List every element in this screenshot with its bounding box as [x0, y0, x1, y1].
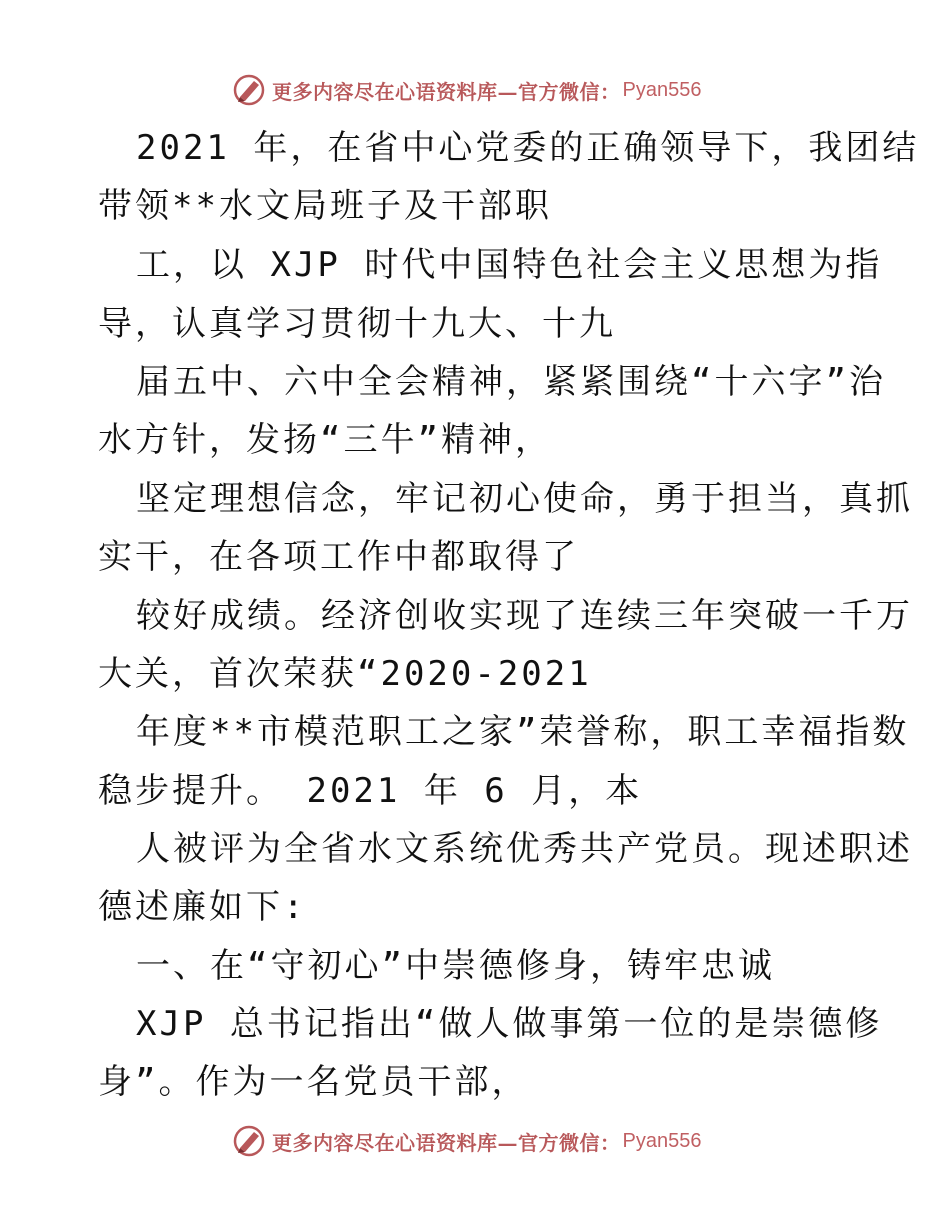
text-line: 大关，首次荣获“2020-2021	[98, 654, 592, 694]
text-line: 人被评为全省水文系统优秀共产党员。现述职述	[136, 829, 913, 869]
text-line: 德述廉如下:	[98, 887, 307, 927]
text-line: 坚定理想信念，牢记初心使命，勇于担当，真抓	[136, 479, 913, 519]
header-banner-id: Pyan556	[622, 78, 702, 101]
text-line: 身”。作为一名党员干部，	[98, 1062, 529, 1102]
footer-banner-id: Pyan556	[622, 1129, 702, 1152]
text-line: 2021 年，在省中心党委的正确领导下，我团结	[136, 128, 920, 168]
text-line: 稳步提升。 2021 年 6 月，本	[98, 771, 643, 811]
text-line: 导，认真学习贯彻十九大、十九	[98, 304, 616, 344]
footer-banner-text: 更多内容尽在心语资料库—官方微信：	[272, 1130, 621, 1155]
text-line: 带领**水文局班子及干部职	[98, 186, 552, 226]
text-line: 实干，在各项工作中都取得了	[98, 537, 579, 577]
text-line: 工，以 XJP 时代中国特色社会主义思想为指	[136, 245, 883, 285]
text-line: XJP 总书记指出“做人做事第一位的是崇德修	[136, 1004, 883, 1044]
footer-watermark-banner	[232, 1124, 701, 1158]
section-heading: 一、在“守初心”中崇德修身，铸牢忠诚	[136, 946, 775, 986]
pen-logo-icon	[232, 1124, 266, 1158]
text-line: 水方针，发扬“三牛”精神，	[98, 420, 552, 460]
text-line: 较好成绩。经济创收实现了连续三年突破一千万	[136, 596, 913, 636]
text-line: 届五中、六中全会精神，紧紧围绕“十六字”治	[136, 362, 886, 402]
text-line: 年度**市模范职工之家”荣誉称，职工幸福指数	[136, 712, 910, 752]
header-banner-text: 更多内容尽在心语资料库—官方微信：	[272, 79, 621, 104]
